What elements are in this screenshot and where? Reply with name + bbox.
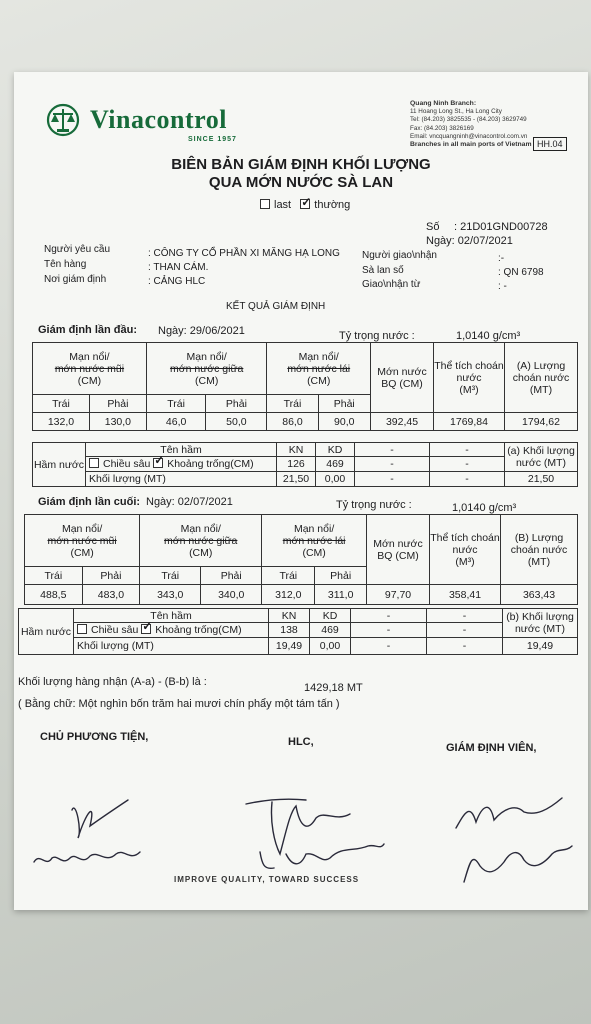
from-label: Giao\nhận từ [362, 279, 421, 290]
deliverer-value: :- [498, 253, 505, 264]
col-left: Trái [146, 395, 205, 413]
dash-cell: - [430, 472, 505, 487]
from-value: : - [498, 281, 507, 292]
dash-cell: - [351, 609, 427, 623]
normal-label: thường [314, 199, 351, 211]
kn-header: KN [277, 443, 316, 457]
barge-label: Sà lan số [362, 265, 404, 276]
owner-signature-label: CHỦ PHƯƠNG TIỆN, [40, 731, 149, 743]
document-subtitle: QUA MỚN NƯỚC SÀ LAN [208, 174, 394, 191]
col-left: Trái [267, 395, 318, 413]
mass-label: Khối lượng (MT) [74, 638, 269, 655]
dash-cell: - [355, 472, 430, 487]
inspector-signature [456, 798, 562, 828]
logo-text: Vinacontrol [90, 105, 227, 134]
place-value: : CẢNG HLC [148, 276, 206, 287]
aft-right-value: 311,0 [315, 585, 367, 605]
number-label: Số [426, 221, 440, 233]
displacement-header: (A) Lượng choán nước (MT) [505, 343, 578, 413]
kd-value: 469 [310, 623, 351, 638]
results-title: KẾT QUẢ GIÁM ĐỊNH [226, 301, 326, 312]
col-left: Trái [140, 567, 201, 585]
place-label: Nơi giám định [44, 274, 107, 285]
form-code: HH.04 [533, 137, 567, 151]
branch-line: Branches in all main ports of Vietnam [410, 141, 532, 149]
aft-header: Mạn nổi/ mớn nước lái (CM) [262, 515, 367, 567]
kn-header: KN [269, 609, 310, 623]
last-checkbox[interactable] [260, 199, 270, 209]
goods-label: Tên hàng [44, 259, 87, 270]
branch-line: Tel: (84.203) 3825535 - (84.203) 3629749 [410, 116, 527, 124]
col-left: Trái [262, 567, 315, 585]
hlc-signature-label: HLC, [288, 736, 314, 748]
col-right: Phải [315, 567, 367, 585]
aft-left-value: 86,0 [267, 413, 318, 431]
tank-name-header: Tên hầm [74, 609, 269, 623]
col-right: Phải [318, 395, 371, 413]
kn-mass: 21,50 [277, 472, 316, 487]
fore-header: Mạn nổi/ mớn nước mũi (CM) [33, 343, 147, 395]
hlc-signature [246, 799, 350, 854]
depth-checkbox[interactable] [89, 458, 99, 468]
last-inspection-label: Giám định lần cuối: [38, 496, 141, 508]
space-checkbox[interactable] [153, 458, 163, 468]
document-title: BIÊN BẢN GIÁM ĐỊNH KHỐI LƯỢNG [171, 156, 431, 173]
first-tank-table [32, 442, 578, 487]
branch-line: Fax: (84.203) 3826169 [410, 124, 474, 132]
space-checkbox[interactable] [141, 624, 151, 634]
avg-draft-header: Mớn nước BQ (CM) [367, 515, 430, 585]
dash-cell: - [351, 638, 427, 655]
fore-left-value: 132,0 [33, 413, 90, 431]
displacement-value: 1794,62 [505, 413, 578, 431]
scale-logo-icon [46, 103, 80, 137]
volume-value: 1769,84 [434, 413, 505, 431]
dash-cell: - [430, 457, 505, 472]
last-inspection-date: Ngày: 02/07/2021 [146, 496, 233, 508]
kn-mass: 19,49 [269, 638, 310, 655]
signatures-scribbles [24, 792, 584, 902]
last-density-value: 1,0140 g/cm³ [452, 502, 517, 514]
volume-header: Thể tích choán nước (M³) [430, 515, 501, 585]
tank-mode: Chiều sâu ✓ Khoảng trống(CM) [86, 457, 277, 472]
inspector-signature-label: GIÁM ĐỊNH VIÊN, [446, 742, 537, 754]
dash-cell: - [355, 457, 430, 472]
hlc-name-scribble [260, 844, 384, 868]
col-right: Phải [206, 395, 267, 413]
inspector-name-scribble [464, 846, 572, 882]
avg-draft-value: 392,45 [371, 413, 434, 431]
goods-value: : THAN CÁM. [148, 262, 209, 273]
dash-cell: - [355, 443, 430, 457]
kd-value: 469 [316, 457, 355, 472]
branch-line: Email: vncquangninh@vinacontrol.com.vn [410, 132, 528, 140]
branch-line: 11 Hoang Long St., Ha Long City [410, 108, 502, 116]
inspection-type [260, 199, 350, 211]
fore-left-value: 488,5 [25, 585, 83, 605]
kn-value: 138 [269, 623, 310, 638]
owner-signature [72, 800, 128, 838]
first-draft-table [32, 342, 578, 431]
tank-mode: Chiều sâu ✓ Khoảng trống(CM) [74, 623, 269, 638]
mid-right-value: 50,0 [206, 413, 267, 431]
fore-right-value: 483,0 [82, 585, 140, 605]
kd-mass: 0,00 [316, 472, 355, 487]
dash-cell: - [427, 623, 503, 638]
mid-left-value: 46,0 [146, 413, 205, 431]
amount-in-words: ( Bằng chữ: Một nghìn bốn trăm hai mươi chín phẩy một tám tấn ) [18, 698, 340, 710]
mid-left-value: 343,0 [140, 585, 201, 605]
dash-cell: - [427, 609, 503, 623]
company-motto: IMPROVE QUALITY, TOWARD SUCCESS [174, 875, 360, 884]
last-tank-table [18, 608, 578, 655]
tank-label: Hầm nước [33, 443, 86, 487]
net-cargo-value: 1429,18 MT [304, 682, 363, 694]
col-right: Phải [201, 567, 262, 585]
displacement-header: (B) Lượng choán nước (MT) [501, 515, 578, 585]
water-mass-label: (b) Khối lượng nước (MT) [503, 609, 578, 638]
depth-checkbox[interactable] [77, 624, 87, 634]
kd-header: KD [310, 609, 351, 623]
branch-info [410, 100, 532, 149]
col-right: Phải [82, 567, 140, 585]
fore-header: Mạn nổi/ mớn nước mũi (CM) [25, 515, 140, 567]
mid-header: Mạn nổi/ mớn nước giữa (CM) [146, 343, 267, 395]
owner-name-scribble [34, 852, 140, 862]
mass-label: Khối lượng (MT) [86, 472, 277, 487]
tank-label: Hầm nước [19, 609, 74, 655]
col-left: Trái [33, 395, 90, 413]
avg-draft-header: Mớn nước BQ (CM) [371, 343, 434, 413]
first-inspection-date: Ngày: 29/06/2021 [158, 325, 245, 337]
document-sheet [14, 72, 588, 910]
last-density-label: Tỷ trọng nước : [336, 499, 412, 511]
deliverer-label: Người giao\nhận [362, 250, 437, 261]
document-date: Ngày: 02/07/2021 [426, 235, 513, 247]
displacement-value: 363,43 [501, 585, 578, 605]
fore-right-value: 130,0 [89, 413, 146, 431]
requester-value: : CÔNG TY CỔ PHẦN XI MĂNG HẠ LONG [148, 248, 340, 259]
tank-name-header: Tên hầm [86, 443, 277, 457]
last-draft-table [24, 514, 578, 605]
col-left: Trái [25, 567, 83, 585]
mid-right-value: 340,0 [201, 585, 262, 605]
normal-checkbox[interactable] [300, 199, 310, 209]
kd-header: KD [316, 443, 355, 457]
kn-value: 126 [277, 457, 316, 472]
number-value: : 21D01GND00728 [454, 221, 548, 233]
mid-header: Mạn nổi/ mớn nước giữa (CM) [140, 515, 262, 567]
aft-right-value: 90,0 [318, 413, 371, 431]
dash-cell: - [351, 623, 427, 638]
col-right: Phải [89, 395, 146, 413]
first-inspection-label: Giám định lần đầu: [38, 324, 138, 336]
dash-cell: - [427, 638, 503, 655]
net-cargo-formula: Khối lượng hàng nhận (A-a) - (B-b) là : [18, 676, 207, 688]
water-mass-value: 19,49 [503, 638, 578, 655]
requester-label: Người yêu cầu [44, 244, 111, 255]
volume-header: Thể tích choán nước (M³) [434, 343, 505, 413]
last-label: last [274, 199, 292, 211]
water-mass-label: (a) Khối lượng nước (MT) [505, 443, 578, 472]
aft-left-value: 312,0 [262, 585, 315, 605]
barge-value: : QN 6798 [498, 267, 544, 278]
water-mass-value: 21,50 [505, 472, 578, 487]
first-density-value: 1,0140 g/cm³ [456, 330, 521, 342]
volume-value: 358,41 [430, 585, 501, 605]
branch-title: Quang Ninh Branch: [410, 100, 477, 107]
dash-cell: - [430, 443, 505, 457]
first-density-label: Tỷ trọng nước : [339, 330, 415, 342]
avg-draft-value: 97,70 [367, 585, 430, 605]
logo-since: SINCE 1957 [188, 136, 237, 143]
kd-mass: 0,00 [310, 638, 351, 655]
aft-header: Mạn nổi/ mớn nước lái (CM) [267, 343, 371, 395]
